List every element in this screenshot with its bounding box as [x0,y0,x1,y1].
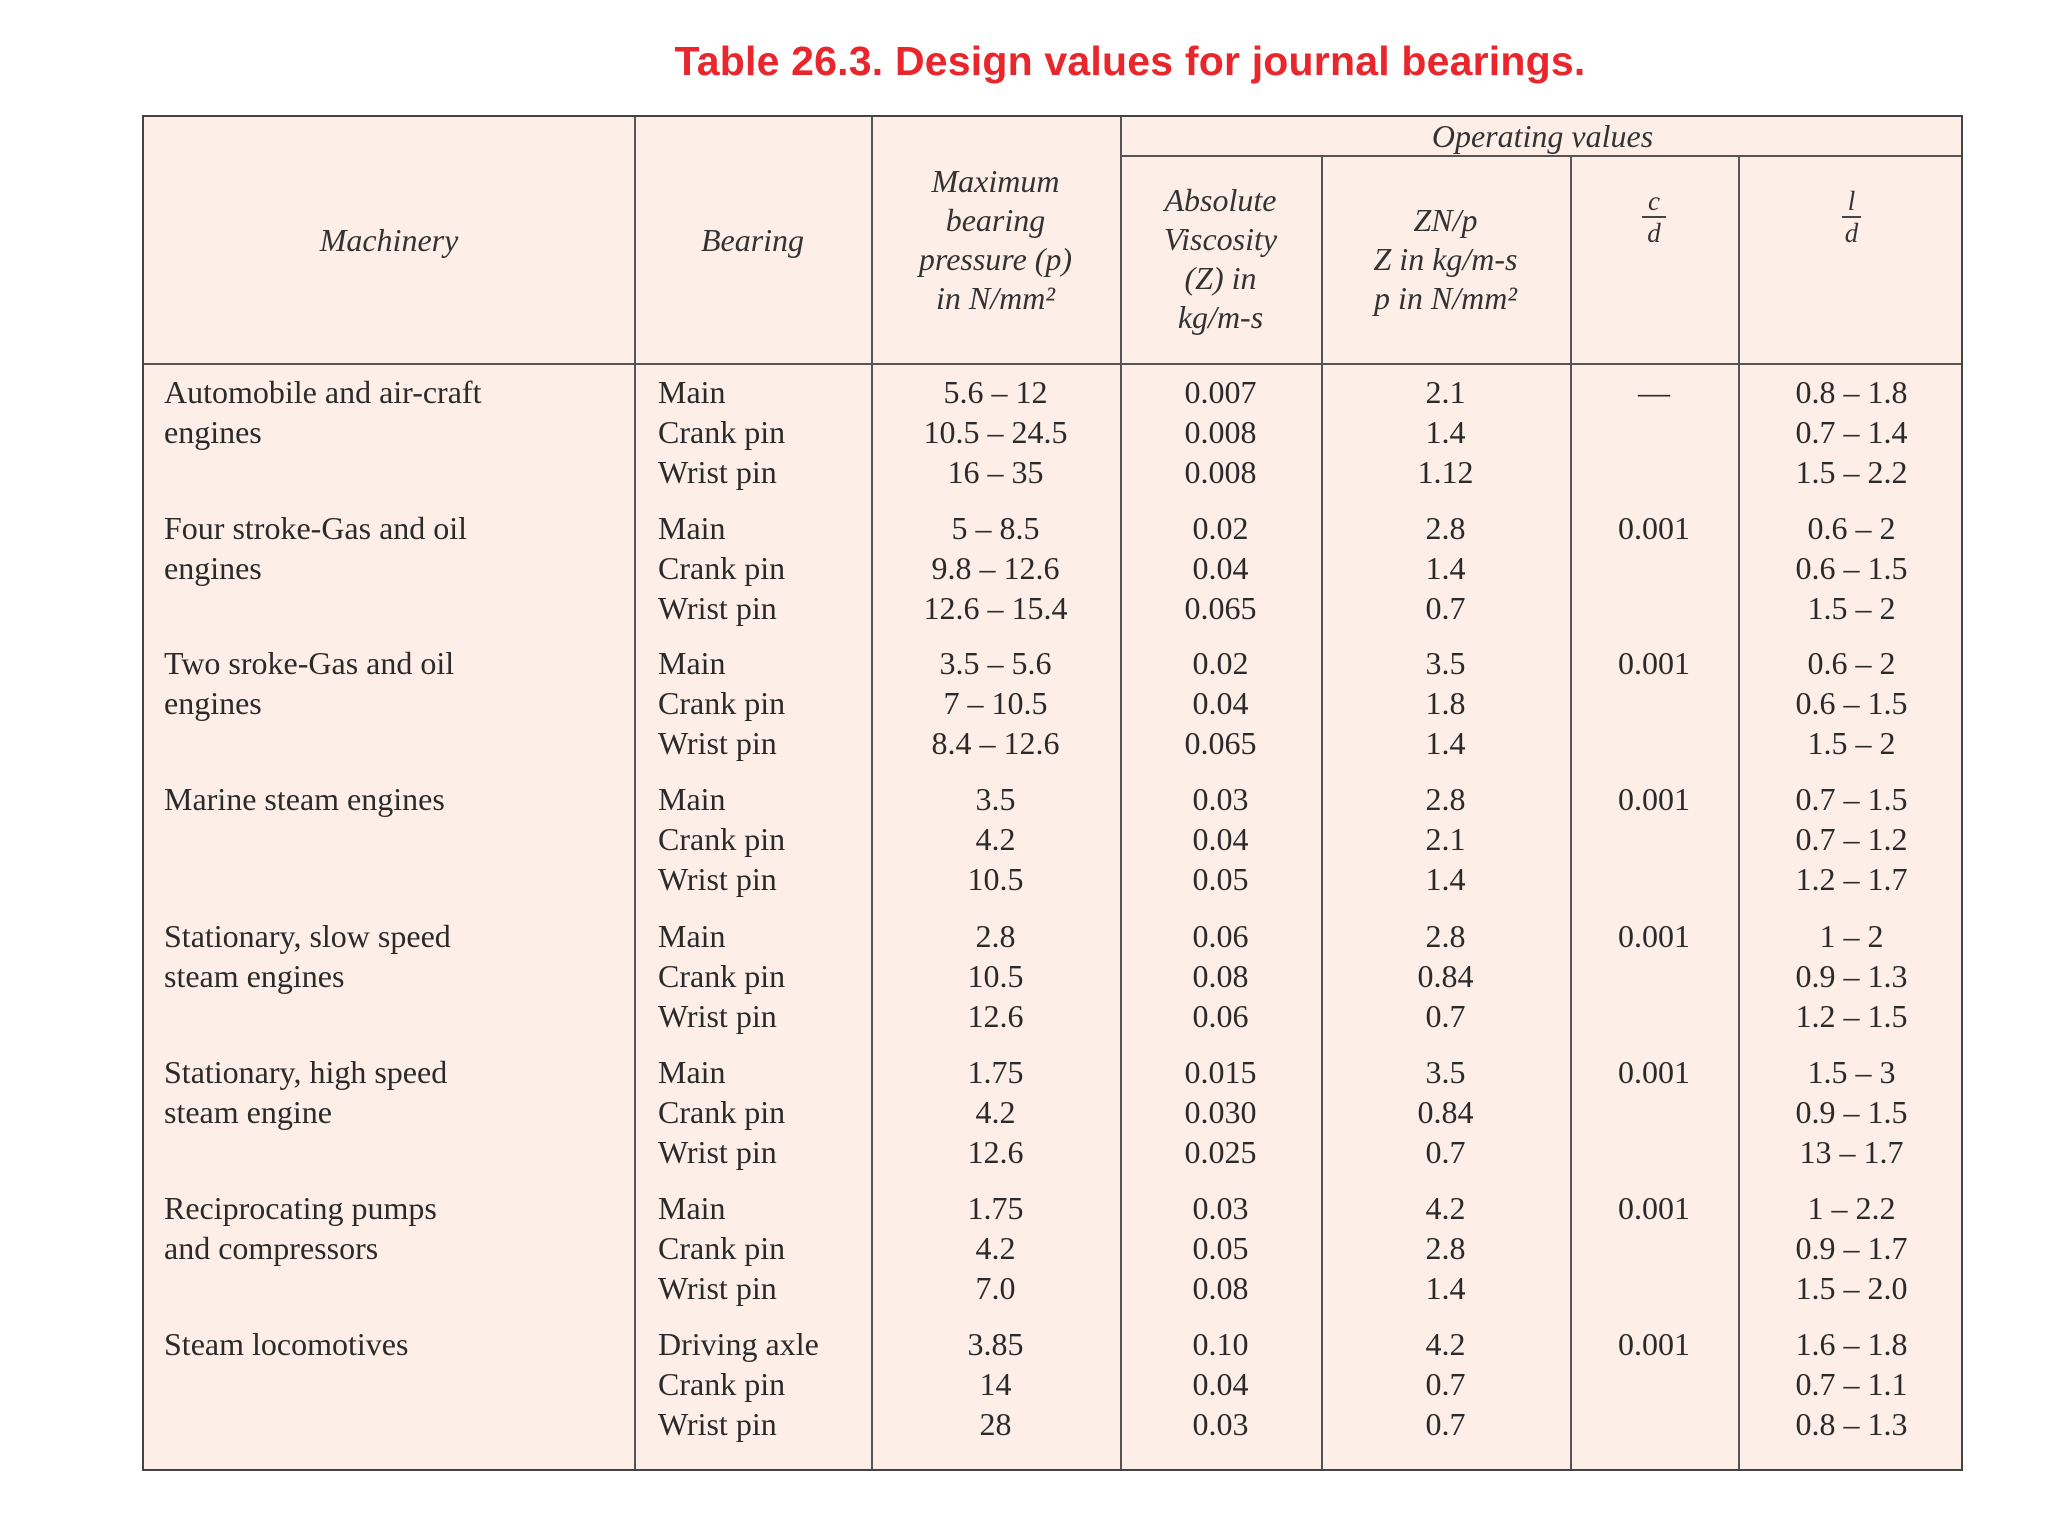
pressure-cell: 3.5 – 5.6 7 – 10.5 8.4 – 12.6 [931,645,1060,761]
viscosity-cell: 0.10 0.04 0.03 [1192,1326,1249,1442]
viscosity-cell: 0.015 0.030 0.025 [1184,1054,1257,1170]
header-bottom-line [144,363,1961,365]
c-over-d-cell: — [1638,374,1670,410]
machinery-cell: Four stroke-Gas and oil engines [164,510,468,586]
machinery-cell: Marine steam engines [164,781,445,817]
header-machinery: Machinery [319,221,459,258]
table-title: Table 26.3. Design values for journal bearings. [674,38,1586,84]
viscosity-cell: 0.03 0.04 0.05 [1192,781,1249,897]
bearing-cell: Main Crank pin Wrist pin [658,645,786,761]
l-over-d-cell: 0.6 – 2 0.6 – 1.5 1.5 – 2 [1795,510,1908,626]
pressure-cell: 1.75 4.2 7.0 [967,1190,1024,1306]
l-over-d-cell: 1.5 – 3 0.9 – 1.5 13 – 1.7 [1795,1054,1908,1170]
l-over-d-cell: 0.7 – 1.5 0.7 – 1.2 1.2 – 1.7 [1795,781,1908,897]
bearing-cell: Main Crank pin Wrist pin [658,1190,786,1306]
l-over-d-cell: 0.8 – 1.8 0.7 – 1.4 1.5 – 2.2 [1795,374,1908,490]
pressure-cell: 1.75 4.2 12.6 [967,1054,1024,1170]
header-max-pressure: Maximum bearing pressure (p) in N/mm² [918,163,1073,316]
c-over-d-cell: 0.001 [1618,781,1690,817]
design-values-table [142,115,1963,1471]
machinery-cell: Stationary, high speed steam engine [164,1054,448,1130]
viscosity-cell: 0.02 0.04 0.065 [1184,510,1257,626]
zn-p-cell: 3.5 0.84 0.7 [1417,1054,1474,1170]
pressure-cell: 2.8 10.5 12.6 [967,918,1024,1034]
bearing-cell: Main Crank pin Wrist pin [658,510,786,626]
zn-p-cell: 4.2 0.7 0.7 [1425,1326,1466,1442]
machinery-cell: Steam locomotives [164,1326,409,1362]
viscosity-cell: 0.007 0.008 0.008 [1184,374,1257,490]
c-over-d-cell: 0.001 [1618,1190,1690,1226]
bearing-cell: Driving axle Crank pin Wrist pin [658,1326,819,1442]
zn-p-cell: 2.8 1.4 0.7 [1425,510,1466,626]
l-over-d-cell: 1 – 2.2 0.9 – 1.7 1.5 – 2.0 [1795,1190,1908,1306]
machinery-cell: Automobile and air-craft engines [164,374,482,450]
zn-p-cell: 4.2 2.8 1.4 [1425,1190,1466,1306]
pressure-cell: 3.5 4.2 10.5 [967,781,1024,897]
viscosity-cell: 0.03 0.05 0.08 [1192,1190,1249,1306]
bearing-cell: Main Crank pin Wrist pin [658,1054,786,1170]
zn-p-cell: 2.8 0.84 0.7 [1417,918,1474,1034]
header-zn-p: ZN/p Z in kg/m-s p in N/mm² [1373,201,1518,316]
c-over-d-cell: 0.001 [1618,1326,1690,1362]
c-over-d-cell: 0.001 [1618,1054,1690,1090]
bearing-cell: Main Crank pin Wrist pin [658,781,786,897]
pressure-cell: 5.6 – 12 10.5 – 24.5 16 – 35 [923,374,1068,490]
header-viscosity: Absolute Viscosity (Z) in kg/m-s [1163,182,1278,335]
viscosity-cell: 0.02 0.04 0.065 [1184,645,1257,761]
bearing-cell: Main Crank pin Wrist pin [658,374,786,490]
l-over-d-cell: 1.6 – 1.8 0.7 – 1.1 0.8 – 1.3 [1795,1326,1908,1442]
machinery-cell: Reciprocating pumps and compressors [164,1190,437,1266]
c-over-d-cell: 0.001 [1618,645,1690,681]
l-over-d-cell: 1 – 2 0.9 – 1.3 1.2 – 1.5 [1795,918,1908,1034]
machinery-cell: Two sroke-Gas and oil engines [164,645,455,721]
l-over-d-cell: 0.6 – 2 0.6 – 1.5 1.5 – 2 [1795,645,1908,761]
pressure-cell: 3.85 14 28 [967,1326,1024,1442]
machinery-cell: Stationary, slow speed steam engines [164,918,451,994]
c-over-d-cell: 0.001 [1618,918,1690,954]
header-c-over-d: $\frac{c}{d}$ [1570,157,1738,277]
viscosity-cell: 0.06 0.08 0.06 [1192,918,1249,1034]
header-l-over-d: $\frac{l}{d}$ [1738,157,1965,277]
zn-p-cell: 2.1 1.4 1.12 [1417,374,1474,490]
header-operating-values: Operating values [1431,117,1654,154]
pressure-cell: 5 – 8.5 9.8 – 12.6 12.6 – 15.4 [923,510,1068,626]
bearing-cell: Main Crank pin Wrist pin [658,918,786,1034]
zn-p-cell: 2.8 2.1 1.4 [1425,781,1466,897]
zn-p-cell: 3.5 1.8 1.4 [1425,645,1466,761]
c-over-d-cell: 0.001 [1618,510,1690,546]
header-bearing: Bearing [700,221,805,258]
